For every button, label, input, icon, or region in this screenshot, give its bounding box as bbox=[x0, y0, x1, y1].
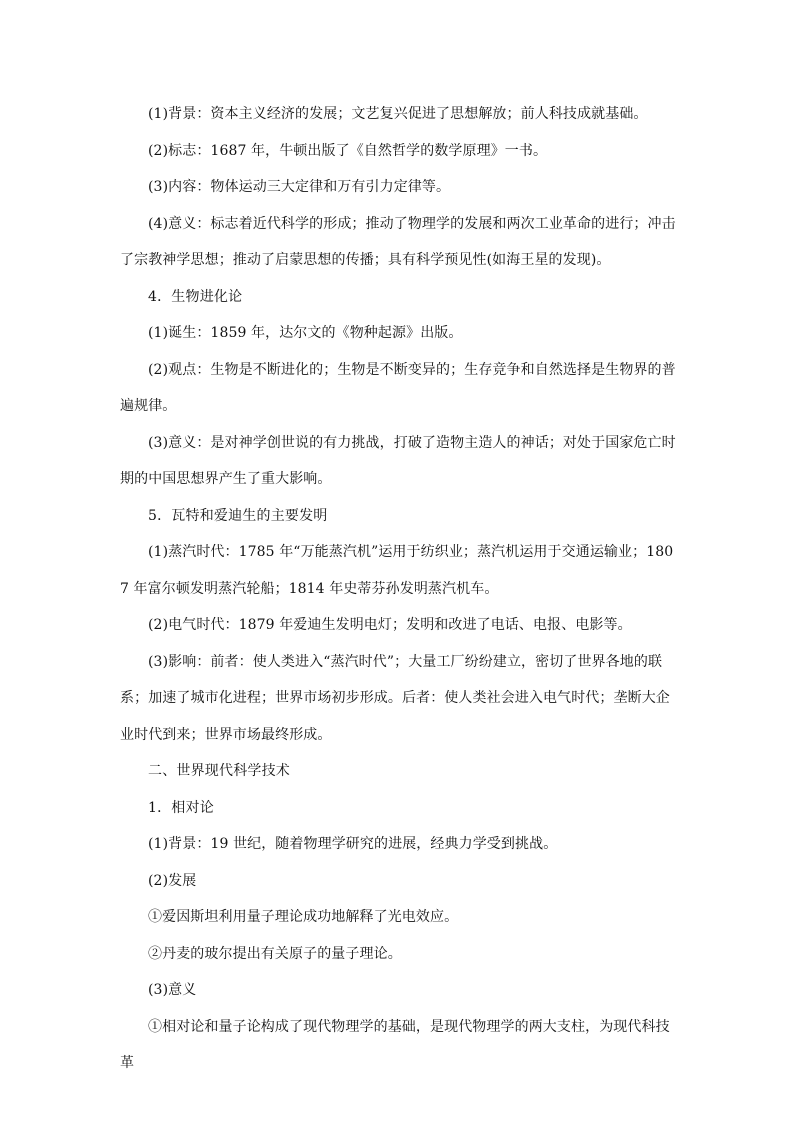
paragraph-significance: (4)意义：标志着近代科学的形成；推动了物理学的发展和两次工业革命的进行；冲击了宗教神学思想；推动了启蒙思想的传播；具有科学预见性(如海王星的发现)。 bbox=[120, 215, 676, 268]
paragraph-content: (3)内容：物体运动三大定律和万有引力定律等。 bbox=[148, 179, 451, 195]
paragraph-evolution-significance: (3)意义：是对神学创世说的有力挑战，打破了造物主造人的神话；对处于国家危亡时期的中国思想界产生了重大影响。 bbox=[120, 434, 676, 487]
section-heading-modern-science: 二、世界现代科学技术 bbox=[148, 763, 290, 779]
paragraph-marker: (2)标志：1687 年，牛顿出版了《自然哲学的数学原理》一书。 bbox=[148, 142, 548, 159]
list-item-einstein: ①爱因斯坦利用量子理论成功地解释了光电效应。 bbox=[148, 909, 459, 925]
list-item-modern-physics: ①相对论和量子论构成了现代物理学的基础，是现代物理学的两大支柱，为现代科技革 bbox=[120, 1018, 670, 1071]
list-item-bohr: ②丹麦的玻尔提出有关原子的量子理论。 bbox=[148, 945, 402, 962]
paragraph-electric-age: (2)电气时代：1879 年爱迪生发明电灯；发明和改进了电话、电报、电影等。 bbox=[148, 617, 632, 633]
paragraph-relativity-significance: (3)意义 bbox=[148, 982, 197, 998]
document-body bbox=[120, 96, 680, 1082]
paragraph-background: (1)背景：资本主义经济的发展；文艺复兴促进了思想解放；前人科技成就基础。 bbox=[148, 106, 648, 122]
section-heading-inventions: 5．瓦特和爱迪生的主要发明 bbox=[148, 507, 328, 524]
paragraph-steam-age: (1)蒸汽时代：1785 年“万能蒸汽机”运用于纺织业；蒸汽机运用于交通运输业；1807 年富尔顿发明蒸汽轮船；1814 年史蒂芬孙发明蒸汽机车。 bbox=[120, 544, 674, 597]
section-heading-relativity: 1．相对论 bbox=[148, 799, 214, 816]
section-heading-evolution: 4．生物进化论 bbox=[148, 288, 243, 305]
paragraph-inventions-impact: (3)影响：前者：使人类进入“蒸汽时代”；大量工厂纷纷建立，密切了世界各地的联系；加速了城市化进程；世界市场初步形成。后者：使人类社会进入电气时代；垄断大企业时代到来；世界市场最终形成。 bbox=[120, 653, 670, 743]
paragraph-relativity-background: (1)背景：19 世纪，随着物理学研究的进展，经典力学受到挑战。 bbox=[148, 836, 558, 852]
paragraph-evolution-views: (2)观点：生物是不断进化的；生物是不断变异的；生存竞争和自然选择是生物界的普遍规律。 bbox=[120, 361, 676, 414]
paragraph-relativity-development: (2)发展 bbox=[148, 872, 197, 889]
paragraph-evolution-birth: (1)诞生：1859 年，达尔文的《物种起源》出版。 bbox=[148, 325, 463, 341]
